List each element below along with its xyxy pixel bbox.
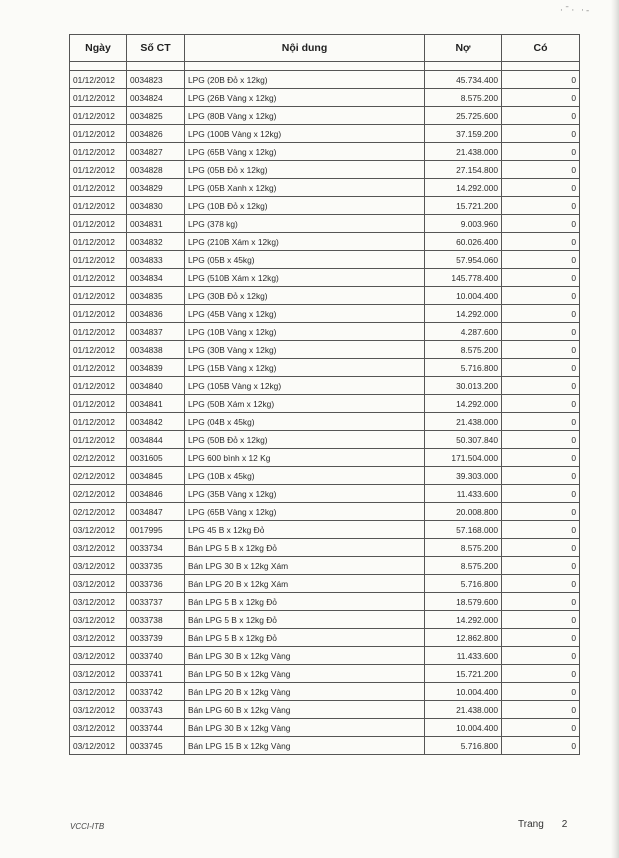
row-doc-no: 0033739 <box>127 629 185 647</box>
row-date: 03/12/2012 <box>70 593 127 611</box>
page-label: Trang <box>518 819 544 830</box>
row-description: LPG (50B Xám x 12kg) <box>185 395 425 413</box>
table-row <box>70 575 580 593</box>
table-row <box>70 269 580 287</box>
row-doc-no: 0034826 <box>127 125 185 143</box>
ledger-body <box>70 62 580 755</box>
row-doc-no: 0034841 <box>127 395 185 413</box>
row-description: Bán LPG 15 B x 12kg Vàng <box>185 737 425 755</box>
row-description: LPG (30B Đỏ x 12kg) <box>185 287 425 305</box>
row-debit: 11.433.600 <box>425 485 502 503</box>
row-debit: 57.954.060 <box>425 251 502 269</box>
row-description: Bán LPG 50 B x 12kg Vàng <box>185 665 425 683</box>
row-credit: 0 <box>502 269 580 287</box>
row-date: 03/12/2012 <box>70 719 127 737</box>
footer-source: VCCI-ITB <box>70 822 105 831</box>
row-doc-no: 0033736 <box>127 575 185 593</box>
row-doc-no: 0017995 <box>127 521 185 539</box>
table-row <box>70 593 580 611</box>
row-credit: 0 <box>502 737 580 755</box>
row-date: 01/12/2012 <box>70 143 127 161</box>
row-doc-no: 0034842 <box>127 413 185 431</box>
row-debit: 14.292.000 <box>425 611 502 629</box>
row-credit: 0 <box>502 503 580 521</box>
page-number: 2 <box>561 819 568 830</box>
table-row <box>70 179 580 197</box>
row-description: LPG (30B Vàng x 12kg) <box>185 341 425 359</box>
row-date: 01/12/2012 <box>70 251 127 269</box>
row-credit: 0 <box>502 179 580 197</box>
row-doc-no: 0034834 <box>127 269 185 287</box>
row-debit: 21.438.000 <box>425 701 502 719</box>
row-debit: 37.159.200 <box>425 125 502 143</box>
table-row <box>70 701 580 719</box>
row-date: 03/12/2012 <box>70 521 127 539</box>
row-description: LPG (65B Vàng x 12kg) <box>185 503 425 521</box>
table-row <box>70 611 580 629</box>
header-date: Ngày <box>70 35 127 62</box>
row-debit: 5.716.800 <box>425 737 502 755</box>
table-row <box>70 305 580 323</box>
table-row <box>70 539 580 557</box>
table-row <box>70 251 580 269</box>
row-doc-no: 0034832 <box>127 233 185 251</box>
row-description: LPG (10B Đỏ x 12kg) <box>185 197 425 215</box>
table-row <box>70 197 580 215</box>
row-debit: 14.292.000 <box>425 179 502 197</box>
row-doc-no: 0034839 <box>127 359 185 377</box>
row-credit: 0 <box>502 449 580 467</box>
table-row <box>70 287 580 305</box>
row-credit: 0 <box>502 467 580 485</box>
row-description: Bán LPG 5 B x 12kg Đỏ <box>185 593 425 611</box>
table-row <box>70 521 580 539</box>
row-date: 01/12/2012 <box>70 179 127 197</box>
row-date: 03/12/2012 <box>70 737 127 755</box>
row-doc-no: 0034828 <box>127 161 185 179</box>
row-doc-no: 0033745 <box>127 737 185 755</box>
table-row <box>70 125 580 143</box>
row-doc-no: 0033735 <box>127 557 185 575</box>
row-doc-no: 0034846 <box>127 485 185 503</box>
table-row <box>70 359 580 377</box>
row-credit: 0 <box>502 341 580 359</box>
row-credit: 0 <box>502 701 580 719</box>
table-row <box>70 683 580 701</box>
row-credit: 0 <box>502 359 580 377</box>
row-credit: 0 <box>502 485 580 503</box>
row-description: LPG (05B Xanh x 12kg) <box>185 179 425 197</box>
row-doc-no: 0033741 <box>127 665 185 683</box>
table-row <box>70 413 580 431</box>
row-doc-no: 0034829 <box>127 179 185 197</box>
table-row <box>70 71 580 89</box>
scan-speckle: ·ˉ· ·- <box>560 6 592 16</box>
row-credit: 0 <box>502 683 580 701</box>
row-doc-no: 0034840 <box>127 377 185 395</box>
row-doc-no: 0034835 <box>127 287 185 305</box>
row-doc-no: 0034830 <box>127 197 185 215</box>
header-row <box>70 35 580 62</box>
row-description: Bán LPG 60 B x 12kg Vàng <box>185 701 425 719</box>
row-credit: 0 <box>502 233 580 251</box>
row-description: LPG (35B Vàng x 12kg) <box>185 485 425 503</box>
row-description: Bán LPG 30 B x 12kg Vàng <box>185 719 425 737</box>
row-date: 01/12/2012 <box>70 341 127 359</box>
row-doc-no: 0034833 <box>127 251 185 269</box>
row-description: Bán LPG 20 B x 12kg Xám <box>185 575 425 593</box>
row-credit: 0 <box>502 413 580 431</box>
row-description: LPG 600 bình x 12 Kg <box>185 449 425 467</box>
scan-edge <box>611 0 619 858</box>
row-date: 03/12/2012 <box>70 611 127 629</box>
row-description: Bán LPG 5 B x 12kg Đỏ <box>185 629 425 647</box>
table-row <box>70 323 580 341</box>
row-credit: 0 <box>502 647 580 665</box>
row-credit: 0 <box>502 557 580 575</box>
table-row <box>70 341 580 359</box>
row-description: LPG (05B x 45kg) <box>185 251 425 269</box>
row-debit: 57.168.000 <box>425 521 502 539</box>
row-doc-no: 0033734 <box>127 539 185 557</box>
row-debit: 45.734.400 <box>425 71 502 89</box>
row-date: 03/12/2012 <box>70 683 127 701</box>
row-date: 01/12/2012 <box>70 215 127 233</box>
row-description: LPG (510B Xám x 12kg) <box>185 269 425 287</box>
row-description: Bán LPG 5 B x 12kg Đỏ <box>185 611 425 629</box>
row-date: 01/12/2012 <box>70 269 127 287</box>
row-date: 01/12/2012 <box>70 89 127 107</box>
row-credit: 0 <box>502 719 580 737</box>
row-doc-no: 0033737 <box>127 593 185 611</box>
table-row <box>70 485 580 503</box>
row-description: LPG (65B Vàng x 12kg) <box>185 143 425 161</box>
row-date: 01/12/2012 <box>70 197 127 215</box>
row-credit: 0 <box>502 521 580 539</box>
row-doc-no: 0034844 <box>127 431 185 449</box>
row-credit: 0 <box>502 575 580 593</box>
row-debit: 10.004.400 <box>425 683 502 701</box>
header-debit: Nợ <box>425 35 502 62</box>
row-description: LPG 45 B x 12kg Đỏ <box>185 521 425 539</box>
row-description: LPG (100B Vàng x 12kg) <box>185 125 425 143</box>
row-description: LPG (15B Vàng x 12kg) <box>185 359 425 377</box>
row-debit: 12.862.800 <box>425 629 502 647</box>
row-description: LPG (04B x 45kg) <box>185 413 425 431</box>
row-description: LPG (10B x 45kg) <box>185 467 425 485</box>
row-doc-no: 0034847 <box>127 503 185 521</box>
row-doc-no: 0034825 <box>127 107 185 125</box>
row-debit: 39.303.000 <box>425 467 502 485</box>
row-doc-no: 0034827 <box>127 143 185 161</box>
row-credit: 0 <box>502 431 580 449</box>
table-row <box>70 467 580 485</box>
row-debit: 171.504.000 <box>425 449 502 467</box>
row-date: 02/12/2012 <box>70 503 127 521</box>
row-description: LPG (26B Vàng x 12kg) <box>185 89 425 107</box>
row-description: LPG (20B Đỏ x 12kg) <box>185 71 425 89</box>
row-date: 01/12/2012 <box>70 107 127 125</box>
row-debit: 18.579.600 <box>425 593 502 611</box>
row-debit: 8.575.200 <box>425 557 502 575</box>
row-debit: 27.154.800 <box>425 161 502 179</box>
row-date: 01/12/2012 <box>70 233 127 251</box>
row-doc-no: 0034836 <box>127 305 185 323</box>
row-debit: 5.716.800 <box>425 575 502 593</box>
row-date: 01/12/2012 <box>70 431 127 449</box>
row-date: 02/12/2012 <box>70 449 127 467</box>
row-doc-no: 0033740 <box>127 647 185 665</box>
row-description: LPG (105B Vàng x 12kg) <box>185 377 425 395</box>
row-date: 01/12/2012 <box>70 161 127 179</box>
footer-page <box>518 819 567 830</box>
row-date: 03/12/2012 <box>70 629 127 647</box>
row-doc-no: 0034837 <box>127 323 185 341</box>
row-description: LPG (45B Vàng x 12kg) <box>185 305 425 323</box>
row-debit: 8.575.200 <box>425 341 502 359</box>
row-debit: 20.008.800 <box>425 503 502 521</box>
header-doc-no: Số CT <box>127 35 185 62</box>
table-row <box>70 449 580 467</box>
row-debit: 15.721.200 <box>425 197 502 215</box>
row-debit: 30.013.200 <box>425 377 502 395</box>
row-credit: 0 <box>502 125 580 143</box>
row-debit: 9.003.960 <box>425 215 502 233</box>
row-debit: 25.725.600 <box>425 107 502 125</box>
table-row <box>70 161 580 179</box>
row-credit: 0 <box>502 665 580 683</box>
row-description: LPG (378 kg) <box>185 215 425 233</box>
row-debit: 14.292.000 <box>425 305 502 323</box>
row-description: LPG (80B Vàng x 12kg) <box>185 107 425 125</box>
row-date: 01/12/2012 <box>70 71 127 89</box>
row-credit: 0 <box>502 215 580 233</box>
row-doc-no: 0034824 <box>127 89 185 107</box>
row-credit: 0 <box>502 395 580 413</box>
row-debit: 15.721.200 <box>425 665 502 683</box>
row-credit: 0 <box>502 305 580 323</box>
row-doc-no: 0033738 <box>127 611 185 629</box>
row-credit: 0 <box>502 287 580 305</box>
row-description: Bán LPG 20 B x 12kg Vàng <box>185 683 425 701</box>
row-description: Bán LPG 5 B x 12kg Đỏ <box>185 539 425 557</box>
row-credit: 0 <box>502 251 580 269</box>
row-description: LPG (50B Đỏ x 12kg) <box>185 431 425 449</box>
row-debit: 11.433.600 <box>425 647 502 665</box>
row-debit: 8.575.200 <box>425 539 502 557</box>
row-doc-no: 0033742 <box>127 683 185 701</box>
row-doc-no: 0033744 <box>127 719 185 737</box>
row-credit: 0 <box>502 323 580 341</box>
row-debit: 60.026.400 <box>425 233 502 251</box>
row-doc-no: 0031605 <box>127 449 185 467</box>
table-row <box>70 107 580 125</box>
row-debit: 14.292.000 <box>425 395 502 413</box>
row-doc-no: 0034831 <box>127 215 185 233</box>
row-credit: 0 <box>502 71 580 89</box>
row-debit: 8.575.200 <box>425 89 502 107</box>
row-credit: 0 <box>502 539 580 557</box>
row-debit: 21.438.000 <box>425 413 502 431</box>
table-row <box>70 89 580 107</box>
row-doc-no: 0034838 <box>127 341 185 359</box>
table-row <box>70 557 580 575</box>
row-debit: 10.004.400 <box>425 719 502 737</box>
table-row <box>70 431 580 449</box>
row-description: LPG (10B Vàng x 12kg) <box>185 323 425 341</box>
table-row <box>70 665 580 683</box>
row-date: 01/12/2012 <box>70 359 127 377</box>
table-row <box>70 629 580 647</box>
row-date: 01/12/2012 <box>70 413 127 431</box>
table-row <box>70 647 580 665</box>
spacer-row <box>70 62 580 71</box>
row-debit: 5.716.800 <box>425 359 502 377</box>
row-credit: 0 <box>502 89 580 107</box>
row-date: 03/12/2012 <box>70 701 127 719</box>
row-debit: 50.307.840 <box>425 431 502 449</box>
row-credit: 0 <box>502 161 580 179</box>
row-credit: 0 <box>502 593 580 611</box>
row-date: 01/12/2012 <box>70 305 127 323</box>
row-credit: 0 <box>502 377 580 395</box>
row-date: 01/12/2012 <box>70 287 127 305</box>
row-description: Bán LPG 30 B x 12kg Xám <box>185 557 425 575</box>
row-credit: 0 <box>502 107 580 125</box>
row-date: 01/12/2012 <box>70 377 127 395</box>
row-date: 02/12/2012 <box>70 485 127 503</box>
row-date: 02/12/2012 <box>70 467 127 485</box>
row-debit: 145.778.400 <box>425 269 502 287</box>
row-doc-no: 0034845 <box>127 467 185 485</box>
row-debit: 10.004.400 <box>425 287 502 305</box>
row-date: 01/12/2012 <box>70 125 127 143</box>
table-row <box>70 719 580 737</box>
row-doc-no: 0034823 <box>127 71 185 89</box>
row-description: LPG (210B Xám x 12kg) <box>185 233 425 251</box>
row-credit: 0 <box>502 629 580 647</box>
row-date: 03/12/2012 <box>70 539 127 557</box>
table-row <box>70 395 580 413</box>
row-date: 01/12/2012 <box>70 323 127 341</box>
table-row <box>70 233 580 251</box>
table-row <box>70 215 580 233</box>
header-description: Nội dung <box>185 35 425 62</box>
row-debit: 4.287.600 <box>425 323 502 341</box>
row-date: 03/12/2012 <box>70 557 127 575</box>
row-credit: 0 <box>502 611 580 629</box>
row-date: 01/12/2012 <box>70 395 127 413</box>
row-credit: 0 <box>502 143 580 161</box>
row-description: LPG (05B Đỏ x 12kg) <box>185 161 425 179</box>
row-doc-no: 0033743 <box>127 701 185 719</box>
header-credit: Có <box>502 35 580 62</box>
table-row <box>70 143 580 161</box>
row-date: 03/12/2012 <box>70 665 127 683</box>
row-debit: 21.438.000 <box>425 143 502 161</box>
row-description: Bán LPG 30 B x 12kg Vàng <box>185 647 425 665</box>
table-row <box>70 503 580 521</box>
table-row <box>70 737 580 755</box>
row-date: 03/12/2012 <box>70 575 127 593</box>
row-date: 03/12/2012 <box>70 647 127 665</box>
table-row <box>70 377 580 395</box>
ledger-table <box>69 34 580 755</box>
row-credit: 0 <box>502 197 580 215</box>
